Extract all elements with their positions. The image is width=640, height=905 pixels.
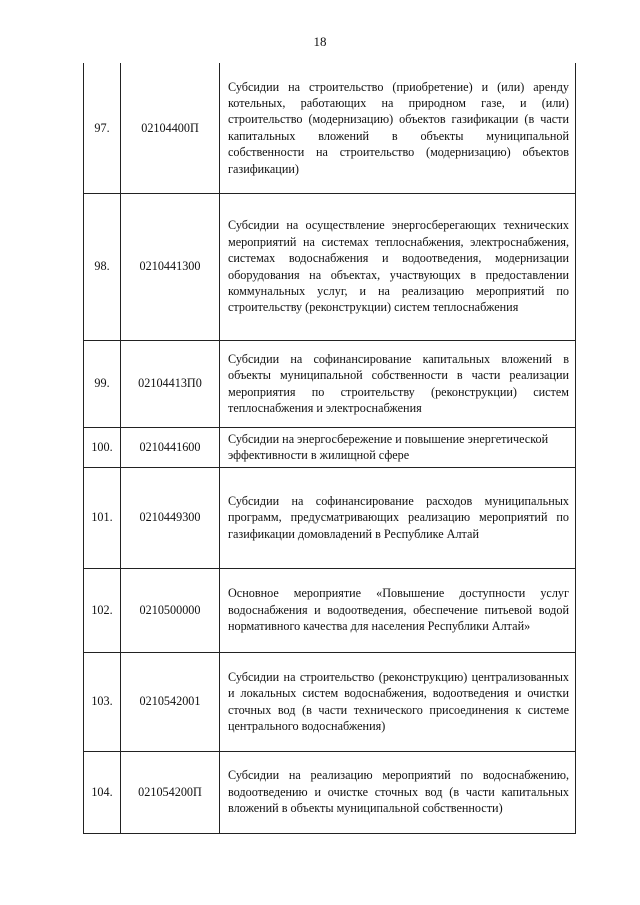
table-row <box>84 467 576 568</box>
table-row <box>84 751 576 833</box>
row-number: 101. <box>84 467 121 568</box>
budget-code: 0210500000 <box>121 568 220 652</box>
row-number: 104. <box>84 751 121 833</box>
budget-code: 0210542001 <box>121 652 220 751</box>
row-description: Субсидии на реализацию мероприятий по водоснабжению, водоотведению и очистке сточных вод (в части капитальных вложений в объекты муниципальной собственности) <box>220 751 576 833</box>
row-description: Субсидии на софинансирование расходов муниципальных программ, предусматривающих реализацию мероприятий по газификации домовладений в Республике Алтай <box>220 467 576 568</box>
row-number: 98. <box>84 193 121 340</box>
table-row <box>84 193 576 340</box>
row-number: 102. <box>84 568 121 652</box>
page-number: 18 <box>313 34 327 49</box>
row-description: Субсидии на строительство (реконструкцию) централизованных и локальных систем водоснабжения, водоотведения и очистки сточных вод (в части технического присоединения к системе центрального водоснабжения) <box>220 652 576 751</box>
budget-code: 02104400П <box>121 63 220 193</box>
row-description: Основное мероприятие «Повышение доступности услуг водоснабжения и водоотведения, обеспечение питьевой водой нормативного качества для населения Республики Алтай» <box>220 568 576 652</box>
budget-code: 0210441600 <box>121 427 220 467</box>
budget-classification-table <box>83 63 576 834</box>
budget-code: 02104413П0 <box>121 340 220 427</box>
table-row <box>84 427 576 467</box>
row-number: 97. <box>84 63 121 193</box>
row-number: 99. <box>84 340 121 427</box>
row-description: Субсидии на строительство (приобретение) и (или) аренду котельных, работающих на природном газе, и (или) строительство (модернизацию) объектов газификации (в части капитальных вложений в объекты муниципальной собственности на строительство (модернизацию) объектов газификации) <box>220 63 576 193</box>
budget-code: 021054200П <box>121 751 220 833</box>
row-number: 103. <box>84 652 121 751</box>
row-number: 100. <box>84 427 121 467</box>
table-row <box>84 63 576 193</box>
row-description: Субсидии на энергосбережение и повышение энергетической эффективности в жилищной сфере <box>220 427 576 467</box>
row-description: Субсидии на осуществление энергосберегающих технических мероприятий на системах теплоснабжения, электроснабжения, системах водоснабжения и водоотведения, модернизации оборудования на объектах, участвующих в предоставлении коммунальных услуг, и на реализацию мероприятий по строительству (реконструкции) систем теплоснабжения <box>220 193 576 340</box>
budget-code: 0210441300 <box>121 193 220 340</box>
row-description: Субсидии на софинансирование капитальных вложений в объекты муниципальной собственности в части реализации мероприятия по строительству (реконструкции) систем теплоснабжения и электроснабжения <box>220 340 576 427</box>
budget-code: 0210449300 <box>121 467 220 568</box>
table-row <box>84 652 576 751</box>
table-row <box>84 340 576 427</box>
table-row <box>84 568 576 652</box>
